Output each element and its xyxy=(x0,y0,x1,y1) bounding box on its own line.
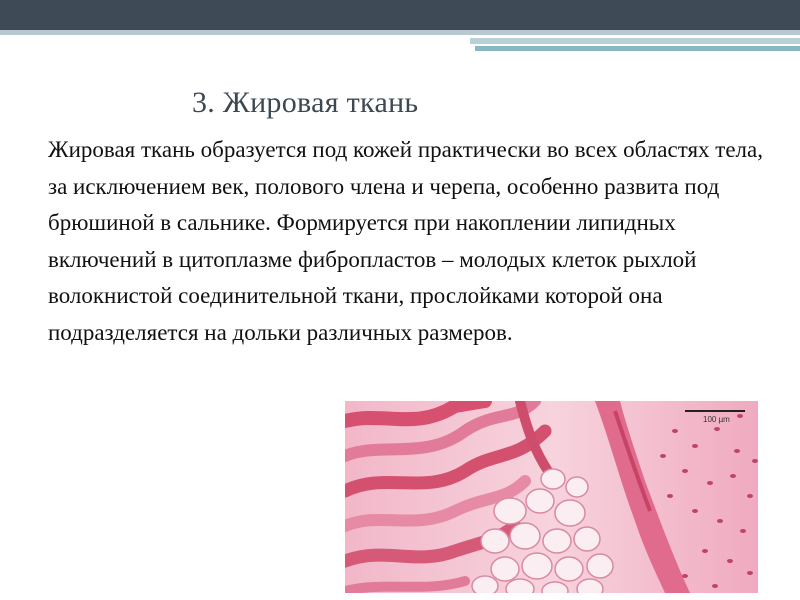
top-bar xyxy=(0,0,800,30)
slide-title: 3. Жировая ткань xyxy=(192,86,419,119)
accent-stripe xyxy=(475,46,800,51)
accent-stripe-light xyxy=(470,38,800,44)
scale-bar-label: 100 µm xyxy=(703,415,730,424)
histology-image xyxy=(345,401,758,593)
slide-paragraph: Жировая ткань образуется под кожей практически во всех областях тела, за исключением век, полового члена и черепа, особенно развита под брюшиной в сальнике. Формируется при накоплении липидных включений в цитоплазме фибропластов – молодых клеток рыхлой волокнистой соединительной ткани, прослойками которой она подразделяется на дольки различных размеров. xyxy=(48,137,763,345)
header-stripe xyxy=(0,30,800,35)
